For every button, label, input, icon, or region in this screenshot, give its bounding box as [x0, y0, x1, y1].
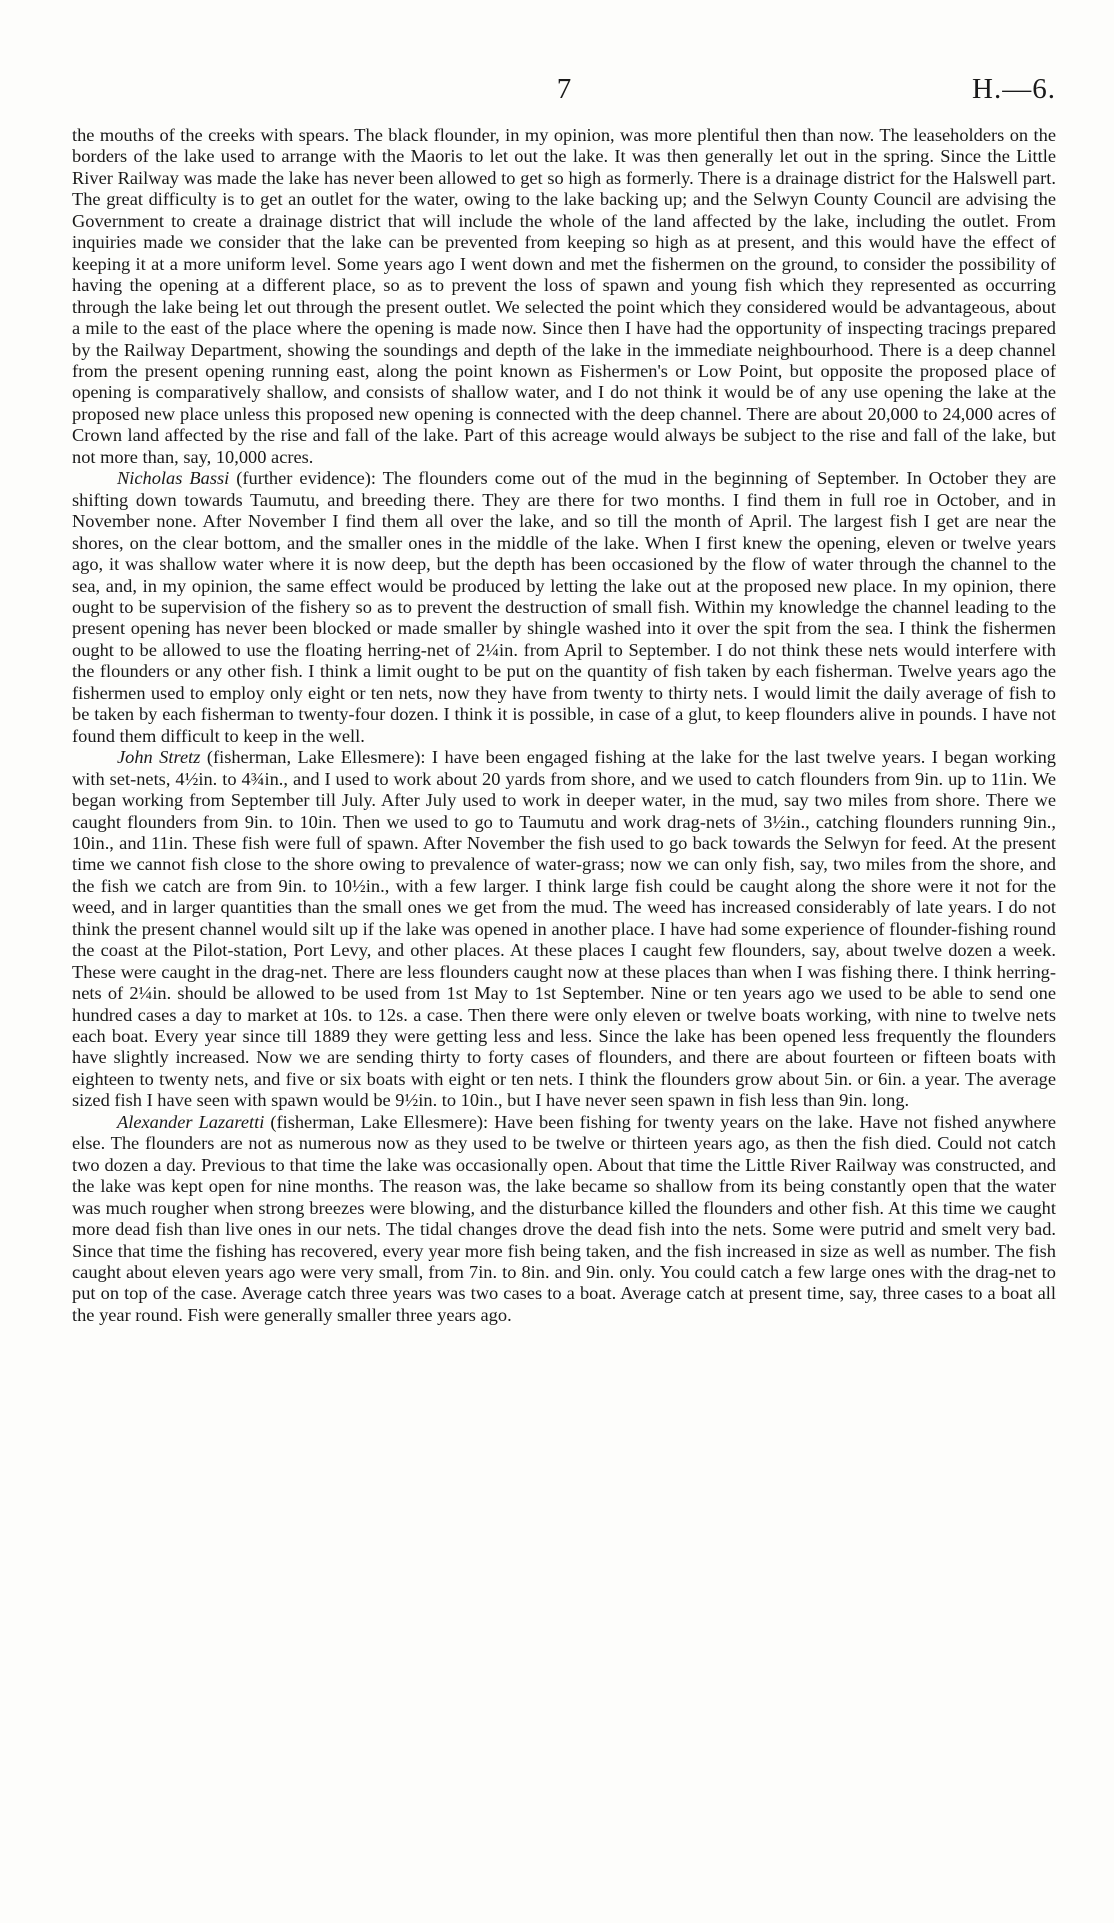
document-body	[72, 125, 1056, 1326]
testimony-paragraph	[72, 468, 1056, 747]
paragraph-text: (fisherman, Lake Ellesmere): Have been fishing for twenty years on the lake. Have not fished anywhere else. The flounders are not as numerous now as they used to be twelve or thirteen years ago, as then the fish died. Could not catch two dozen a day. Previous to that time the lake was occasionally open. About that time the Little River Railway was constructed, and the lake was kept open for nine months. The reason was, the lake became so shallow from its being constantly open that the water was much rougher when strong breezes were blowing, and the disturbance killed the flounders and other fish. At this time we caught more dead fish than live ones in our nets. The tidal changes drove the dead fish into the nets. Some were putrid and smelt very bad. Since that time the fishing has recovered, every year more fish being taken, and the fish increased in size as well as number. The fish caught about eleven years ago were very small, from 7in. to 8in. and 9in. only. You could catch a few large ones with the drag-net to put on top of the case. Average catch three years was two cases to a boat. Average catch at present time, say, three cases to a boat all the year round. Fish were generally smaller three years ago.	[72, 1111, 1056, 1325]
speaker-name: Nicholas Bassi	[117, 468, 230, 489]
page-header	[72, 72, 1056, 112]
testimony-paragraph	[72, 1112, 1056, 1327]
testimony-paragraph	[72, 747, 1056, 1112]
speaker-name: Alexander Lazaretti	[117, 1111, 265, 1132]
page-number: 7	[556, 73, 572, 105]
paragraph-text: (fisherman, Lake Ellesmere): I have been engaged fishing at the lake for the last twelve years. I began working with set-nets, 4½in. to 4¾in., and I used to work about 20 yards from shore, and we used to catch flounders from 9in. up to 11in. We began working from September till July. After July used to work in deeper water, in the mud, say two miles from shore. There we caught flounders from 9in. to 10in. Then we used to go to Taumutu and work drag-nets of 3½in., catching flounders running 9in., 10in., and 11in. These fish were full of spawn. After November the fish used to go back towards the Selwyn for feed. At the present time we cannot fish close to the shore owing to prevalence of water-grass; now we can only fish, say, two miles from the shore, and the fish we catch are from 9in. to 10½in., with a few larger. I think large fish could be caught along the shore were it not for the weed, and in larger quantities than the small ones we get from the mud. The weed has increased considerably of late years. I do not think the present channel would silt up if the lake was opened in another place. I have had some experience of flounder-fishing round the coast at the Pilot-station, Port Levy, and other places. At these places I caught few flounders, say, about twelve dozen a week. These were caught in the drag-net. There are less flounders caught now at these places than when I was fishing there. I think herring-nets of 2¼in. should be allowed to be used from 1st May to 1st September. Nine or ten years ago we used to be able to send one hundred cases a day to market at 10s. to 12s. a case. Then there were only eleven or twelve boats working, with nine to twelve nets each boat. Every year since till 1889 they were getting less and less. Since the lake has been opened less frequently the flounders have slightly increased. Now we are sending thirty to forty cases of flounders, and there are about fourteen or fifteen boats with eighteen to twenty nets, and five or six boats with eight or ten nets. I think the flounders grow about 5in. or 6in. a year. The average sized fish I have seen with spawn would be 9½in. to 10in., but I have never seen spawn in fish less than 9in. long.	[72, 747, 1056, 1111]
speaker-name: John Stretz	[117, 747, 201, 768]
document-reference: H.—6.	[972, 73, 1056, 105]
paragraph-text: the mouths of the creeks with spears. The black flounder, in my opinion, was more plentiful then than now. The leaseholders on the borders of the lake used to arrange with the Maoris to let out the lake. It was then generally let out in the spring. Since the Little River Railway was made the lake has never been allowed to get so high as formerly. There is a drainage district for the Halswell part. The great difficulty is to get an outlet for the water, owing to the lake backing up; and the Selwyn County Council are advising the Government to create a drainage district that will include the whole of the land affected by the lake, including the outlet. From inquiries made we consider that the lake can be prevented from keeping so high as at present, and this would have the effect of keeping it at a more uniform level. Some years ago I went down and met the fishermen on the ground, to consider the possibility of having the opening at a different place, so as to prevent the loss of spawn and young fish which they represented as occurring through the lake being let out through the present outlet. We selected the point which they considered would be advantageous, about a mile to the east of the place where the opening is made now. Since then I have had the opportunity of inspecting tracings prepared by the Railway Department, showing the soundings and depth of the lake in the immediate neighbourhood. There is a deep channel from the present opening running east, along the point known as Fishermen's or Low Point, but opposite the proposed place of opening is comparatively shallow, and consists of shallow water, and I do not think it would be of any use opening the lake at the proposed new place unless this proposed new opening is connected with the deep channel. There are about 20,000 to 24,000 acres of Crown land affected by the rise and fall of the lake. Part of this acreage would always be subject to the rise and fall of the lake, but not more than, say, 10,000 acres.	[72, 125, 1056, 467]
paragraph-text: (further evidence): The flounders come out of the mud in the beginning of September. In October they are shifting down towards Taumutu, and breeding there. They are there for two months. I find them in full roe in October, and in November none. After November I find them all over the lake, and so till the month of April. The largest fish I get are near the shores, on the clear bottom, and the smaller ones in the middle of the lake. When I first knew the opening, eleven or twelve years ago, it was shallow water where it is now deep, but the depth has been occasioned by the flow of water through the channel to the sea, and, in my opinion, the same effect would be produced by letting the lake out at the proposed new place. In my opinion, there ought to be supervision of the fishery so as to prevent the destruction of small fish. Within my knowledge the channel leading to the present opening has never been blocked or made smaller by shingle washed into it over the spit from the sea. I think the fishermen ought to be allowed to use the floating herring-net of 2¼in. from April to September. I do not think these nets would interfere with the flounders or any other fish. I think a limit ought to be put on the quantity of fish taken by each fisherman. Twelve years ago the fishermen used to employ only eight or ten nets, now they have from twenty to thirty nets. I would limit the daily average of fish to be taken by each fisherman to twenty-four dozen. I think it is possible, in case of a glut, to keep flounders alive in pounds. I have not found them difficult to keep in the well.	[72, 468, 1057, 746]
paragraph-continuation	[72, 125, 1056, 468]
